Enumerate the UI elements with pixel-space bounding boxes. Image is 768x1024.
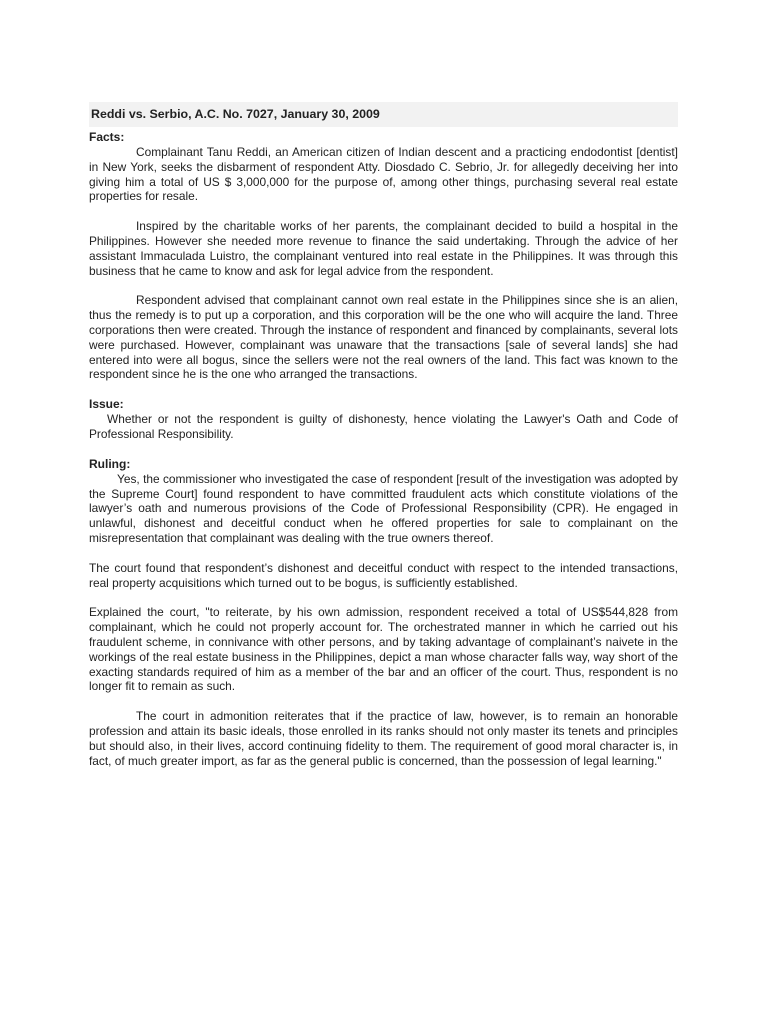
facts-paragraph-3: Respondent advised that complainant cannot own real estate in the Philippines since she is an alien, thus the remedy is to put up a corporation, and this corporation will be the one who will acquire the land. Three corporations then were created. Through the instance of respondent and financed by complainants, several lots were purchased. However, complainant was unaware that the transactions [sale of several lands] she had entered into were all bogus, since the sellers were not the real owners of the land. This fact was known to the respondent since he is the one who arranged the transactions. <box>89 293 678 382</box>
document-page <box>89 102 678 768</box>
ruling-paragraph-3: Explained the court, "to reiterate, by his own admission, respondent received a total of US$544,828 from complainant, which he could not properly account for. The orchestrated manner in which he carried out his fraudulent scheme, in connivance with other persons, and by taking advantage of complainant’s naivete in the workings of the real estate business in the Philippines, depict a man whose character falls way, way short of the exacting standards required of him as a member of the bar and an officer of the court. Thus, respondent is no longer fit to remain as such. <box>89 605 678 694</box>
issue-heading: Issue: <box>89 397 124 412</box>
document-title: Reddi vs. Serbio, A.C. No. 7027, January 30, 2009 <box>89 102 678 127</box>
ruling-paragraph-4: The court in admonition reiterates that if the practice of law, however, is to remain an honorable profession and attain its basic ideals, those enrolled in its ranks should not only master its tenets and principles but should also, in their lives, accord continuing fidelity to them. The requirement of good moral character is, in fact, of much greater import, as far as the general public is concerned, than the possession of legal learning." <box>89 709 678 768</box>
ruling-paragraph-2: The court found that respondent’s dishonest and deceitful conduct with respect to the intended transactions, real property acquisitions which turned out to be bogus, is sufficiently established. <box>89 560 678 590</box>
ruling-heading: Ruling: <box>89 456 131 471</box>
facts-heading: Facts: <box>89 130 125 144</box>
facts-paragraph-1: Complainant Tanu Reddi, an American citizen of Indian descent and a practicing endodontist [dentist] in New York, seeks the disbarment of respondent Atty. Diosdado C. Sebrio, Jr. for allegedly deceiving her into giving him a total of US $ 3,000,000 for the purpose of, among other things, purchasing several real estate properties for resale. <box>89 145 678 204</box>
issue-paragraph: Whether or not the respondent is guilty of dishonesty, hence violating the Lawyer's Oath and Code of Professional Responsibility. <box>89 412 678 441</box>
ruling-paragraph-1: Yes, the commissioner who investigated the case of respondent [result of the investigation was adopted by the Supreme Court] found respondent to have committed fraudulent acts which constitute violations of the lawyer’s oath and numerous provisions of the Code of Professional Responsibility (CPR). He engaged in unlawful, dishonest and deceitful conduct when he offered properties for sale to complainant on the misrepresentation that complainant was dealing with the true owners thereof. <box>89 471 678 545</box>
facts-paragraph-2: Inspired by the charitable works of her parents, the complainant decided to build a hospital in the Philippines. However she needed more revenue to finance the said undertaking. Through the advice of her assistant Immaculada Luistro, the complainant ventured into real estate in the Philippines. It was through this business that he came to know and ask for legal advice from the respondent. <box>89 219 678 278</box>
